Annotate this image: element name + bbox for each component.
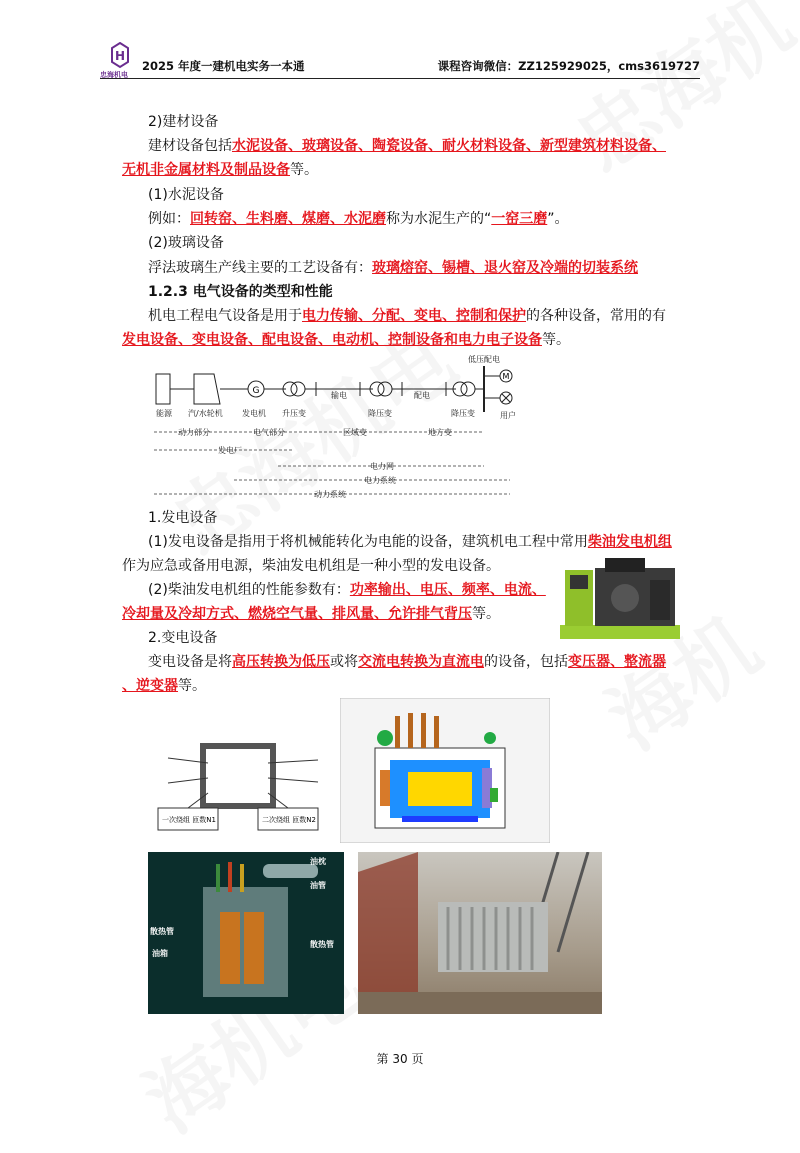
diagram-label: 输电 [331,391,347,400]
paragraph: 作为应急或备用电源，柴油发电机组是一种小型的发电设备。 [122,558,500,574]
paragraph: (2)柴油发电机组的性能参数有：功率输出、电压、频率、电流、 [148,582,546,598]
heading-building-materials: 2)建材设备 [148,114,219,130]
substation-photo [358,852,602,1014]
diagram-label: 降压变 [451,409,475,418]
logo-text: 忠海机电 [100,71,128,79]
watermark [549,0,800,193]
diagram-band: 电力网 [370,462,394,471]
transformer-core-sketch [148,738,328,838]
page-footer: 第 30 页 [376,1052,424,1066]
diagram-band: 动力系统 [314,490,346,499]
page-header [100,42,700,79]
diagram-band: 电力系统 [364,476,396,485]
header-title: 2025 年度一建机电实务一本通 [142,59,305,73]
paragraph: 机电工程电气设备是用于电力传输、分配、变电、控制和保护的各种设备，常用的有 [148,308,666,324]
paragraph: 无机非金属材料及制品设备等。 [122,162,318,178]
paragraph: 冷却量及冷却方式、燃烧空气量、排风量、允许排气背压等。 [122,606,500,622]
diagram-label: 降压变 [368,409,392,418]
oil-transformer-3d-image [148,852,344,1014]
logo [100,42,140,78]
diagram-label: 能源 [156,409,172,418]
header-contact: 课程咨询微信：ZZ125929025，cms3619727 [437,59,700,73]
paragraph: (1)发电设备是指用于将机械能转化为电能的设备，建筑机电工程中常用柴油发电机组 [148,534,672,550]
diagram-band: 地方变 [428,428,452,437]
label-radiator-left: 散热管 [150,927,174,936]
section-title: 1.2.3 电气设备的类型和性能 [148,284,333,300]
diagram-band: 发电厂 [218,446,242,455]
heading-substation: 2.变电设备 [148,630,218,646]
paragraph: 、逆变器等。 [122,678,206,694]
secondary-winding-label: 二次绕组 匝数N2 [262,816,316,824]
heading-cement: (1)水泥设备 [148,187,224,203]
diagram-generator-symbol: G [252,386,260,396]
heading-glass: (2)玻璃设备 [148,235,224,251]
svg-text:H: H [114,49,126,63]
primary-winding-label: 一次绕组 匝数N1 [162,816,216,824]
diagram-band: 电气部分 [253,428,285,437]
diagram-band: 区域变 [343,428,367,437]
diagram-label: 配电 [414,391,430,400]
label-oil-pipe: 油管 [310,881,326,890]
label-oil-tank: 油箱 [152,949,168,958]
diagram-motor-symbol: M [502,372,510,381]
paragraph: 变电设备是将高压转换为低压或将交流电转换为直流电的设备，包括变压器、整流器 [148,654,666,670]
paragraph: 浮法玻璃生产线主要的工艺设备有：玻璃熔窑、锡槽、退火窑及冷端的切装系统 [148,260,638,276]
paragraph: 例如：回转窑、生料磨、煤磨、水泥磨称为水泥生产的“一窑三磨”。 [148,211,569,227]
transformer-structure-diagram [340,698,550,843]
diagram-label: 升压变 [282,409,306,418]
diagram-label: 发电机 [242,409,266,418]
paragraph: 建材设备包括水泥设备、玻璃设备、陶瓷设备、耐火材料设备、新型建筑材料设备、 [148,138,666,154]
diagram-label: 汽/水轮机 [188,409,223,418]
diesel-generator-photo [555,550,685,645]
heading-generation: 1.发电设备 [148,510,218,526]
label-oil-conservator: 油枕 [310,857,326,866]
power-system-diagram [148,354,528,504]
label-radiator-right: 散热管 [310,940,334,949]
paragraph: 发电设备、变电设备、配电设备、电动机、控制设备和电力电子设备等。 [122,332,570,348]
diagram-label: 低压配电 [468,355,500,364]
diagram-label: 用户 [500,411,516,420]
diagram-band: 动力部分 [178,428,210,437]
